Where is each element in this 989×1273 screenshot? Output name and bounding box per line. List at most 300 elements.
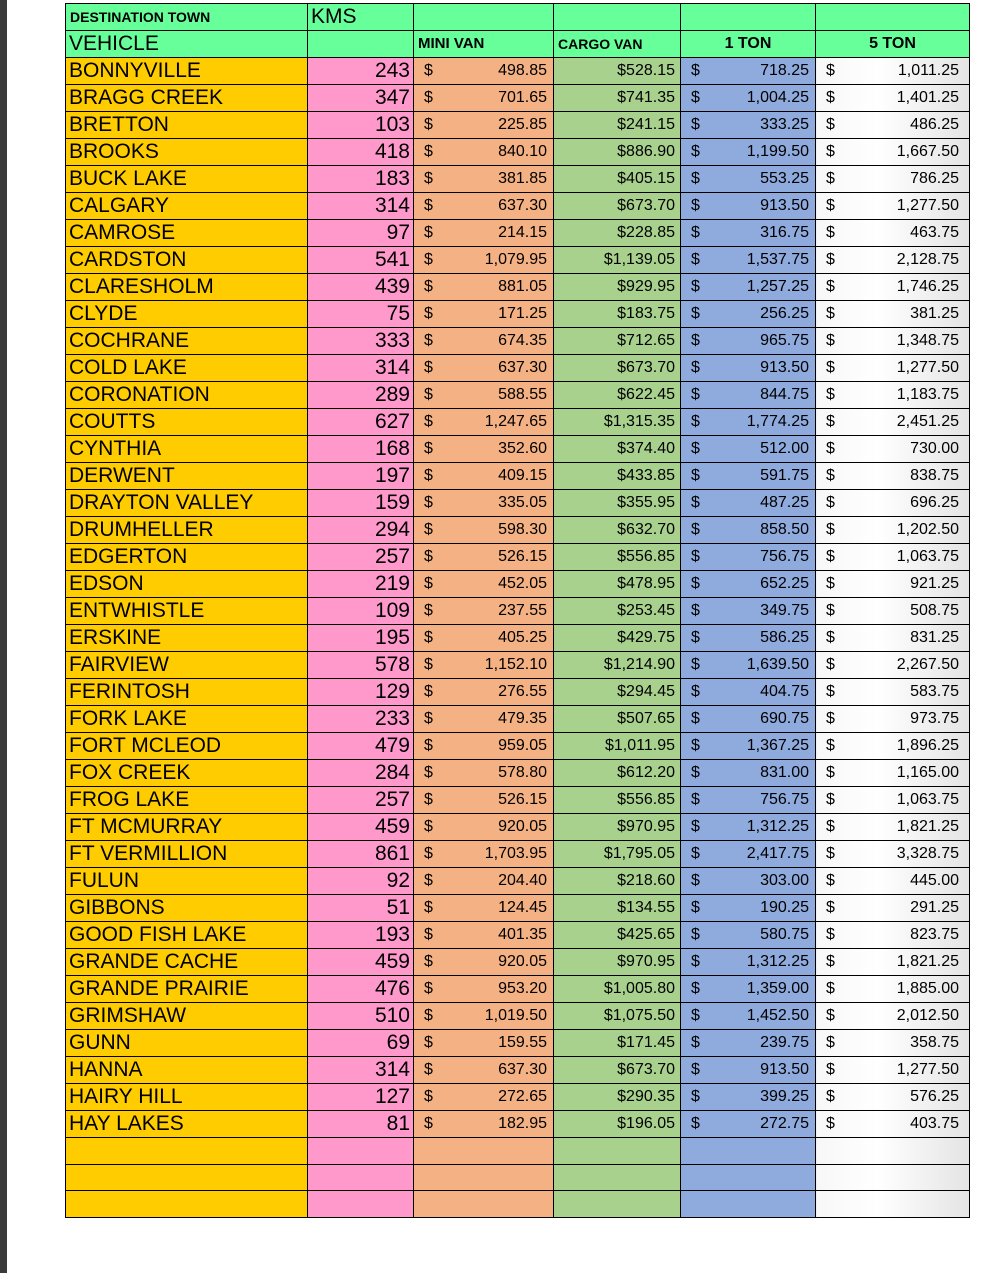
one-ton-cell[interactable]	[681, 652, 816, 679]
kms-cell[interactable]: 418	[308, 139, 414, 166]
cargo-van-cell[interactable]: $886.90	[554, 139, 681, 166]
kms-cell[interactable]: 92	[308, 868, 414, 895]
five-ton-cell[interactable]	[816, 679, 970, 706]
cargo-van-cell[interactable]: $622.45	[554, 382, 681, 409]
cargo-van-cell[interactable]: $632.70	[554, 517, 681, 544]
one-ton-cell[interactable]	[681, 112, 816, 139]
cargo-van-cell[interactable]: $1,005.80	[554, 976, 681, 1003]
town-cell[interactable]: CARDSTON	[66, 247, 308, 274]
five-ton-cell[interactable]	[816, 1003, 970, 1030]
town-cell[interactable]: FORT MCLEOD	[66, 733, 308, 760]
cargo-van-cell[interactable]: $507.65	[554, 706, 681, 733]
five-ton-cell[interactable]	[816, 652, 970, 679]
one-ton-cell[interactable]	[681, 868, 816, 895]
mini-van-cell[interactable]	[414, 58, 554, 85]
empty-cell[interactable]	[414, 1191, 554, 1218]
town-cell[interactable]: BRETTON	[66, 112, 308, 139]
town-cell[interactable]: GRANDE CACHE	[66, 949, 308, 976]
five-ton-header[interactable]: 5 TON	[816, 31, 970, 58]
one-ton-cell[interactable]	[681, 517, 816, 544]
one-ton-cell[interactable]	[681, 193, 816, 220]
kms-cell[interactable]: 159	[308, 490, 414, 517]
five-ton-cell[interactable]	[816, 949, 970, 976]
cargo-van-header[interactable]: CARGO VAN	[554, 31, 681, 58]
table-row	[66, 787, 970, 814]
cargo-van-cell[interactable]: $228.85	[554, 220, 681, 247]
kms-cell[interactable]: 257	[308, 787, 414, 814]
one-ton-cell[interactable]	[681, 922, 816, 949]
currency-symbol: $	[826, 1034, 835, 1051]
mini-van-cell[interactable]	[414, 220, 554, 247]
kms-cell[interactable]: 195	[308, 625, 414, 652]
mini-van-cell[interactable]	[414, 166, 554, 193]
five-ton-cell-content	[816, 274, 969, 300]
mini-van-cell[interactable]	[414, 463, 554, 490]
mini-van-cell[interactable]	[414, 85, 554, 112]
one-ton-cell-content	[681, 58, 815, 84]
town-cell[interactable]: DRUMHELLER	[66, 517, 308, 544]
mini-van-cell[interactable]	[414, 706, 554, 733]
mini-van-cell[interactable]	[414, 625, 554, 652]
one-ton-cell[interactable]	[681, 85, 816, 112]
five-ton-cell[interactable]	[816, 544, 970, 571]
town-cell[interactable]: CYNTHIA	[66, 436, 308, 463]
cargo-van-cell[interactable]: $673.70	[554, 355, 681, 382]
kms-cell[interactable]: 294	[308, 517, 414, 544]
five-ton-cell[interactable]	[816, 247, 970, 274]
kms-cell[interactable]: 168	[308, 436, 414, 463]
empty-cell[interactable]	[554, 1138, 681, 1165]
five-ton-cell[interactable]	[816, 625, 970, 652]
one-ton-cell[interactable]	[681, 139, 816, 166]
mini-van-cell[interactable]	[414, 571, 554, 598]
mini-van-cell[interactable]	[414, 760, 554, 787]
kms-cell[interactable]: 314	[308, 355, 414, 382]
mini-van-cell[interactable]	[414, 814, 554, 841]
kms-cell[interactable]: 510	[308, 1003, 414, 1030]
one-ton-cell[interactable]	[681, 382, 816, 409]
one-ton-cell[interactable]	[681, 490, 816, 517]
mini-van-cell[interactable]	[414, 112, 554, 139]
kms-cell[interactable]: 103	[308, 112, 414, 139]
mini-van-cell[interactable]	[414, 1057, 554, 1084]
five-ton-cell[interactable]	[816, 517, 970, 544]
empty-cell[interactable]	[681, 1164, 816, 1191]
one-ton-cell-value: 404.75	[760, 683, 809, 700]
one-ton-cell[interactable]	[681, 814, 816, 841]
one-ton-cell[interactable]	[681, 220, 816, 247]
kms-cell[interactable]: 627	[308, 409, 414, 436]
cargo-van-cell[interactable]: $405.15	[554, 166, 681, 193]
five-ton-cell[interactable]	[816, 841, 970, 868]
empty-cell[interactable]	[681, 1138, 816, 1165]
mini-van-cell[interactable]	[414, 409, 554, 436]
town-cell[interactable]: ERSKINE	[66, 625, 308, 652]
kms-cell[interactable]: 861	[308, 841, 414, 868]
five-ton-cell-value: 1,165.00	[896, 764, 959, 781]
mini-van-cell[interactable]	[414, 382, 554, 409]
mini-van-cell[interactable]	[414, 652, 554, 679]
cargo-van-cell[interactable]: $134.55	[554, 895, 681, 922]
five-ton-cell-value: 1,401.25	[896, 89, 959, 106]
one-ton-cell[interactable]	[681, 625, 816, 652]
cargo-van-cell[interactable]: $425.65	[554, 922, 681, 949]
five-ton-cell[interactable]	[816, 868, 970, 895]
cargo-van-cell[interactable]: $1,795.05	[554, 841, 681, 868]
header-cell-blank[interactable]	[816, 4, 970, 31]
five-ton-cell[interactable]	[816, 760, 970, 787]
mini-van-cell[interactable]	[414, 679, 554, 706]
mini-van-cell[interactable]	[414, 598, 554, 625]
five-ton-cell[interactable]	[816, 355, 970, 382]
mini-van-cell[interactable]	[414, 1111, 554, 1138]
mini-van-cell[interactable]	[414, 301, 554, 328]
five-ton-cell[interactable]	[816, 814, 970, 841]
rate-table	[65, 3, 970, 1218]
kms-cell[interactable]: 81	[308, 1111, 414, 1138]
town-cell[interactable]: GRIMSHAW	[66, 1003, 308, 1030]
kms-cell[interactable]: 459	[308, 814, 414, 841]
town-cell[interactable]: BONNYVILLE	[66, 58, 308, 85]
kms-cell[interactable]: 75	[308, 301, 414, 328]
kms-cell[interactable]: 233	[308, 706, 414, 733]
empty-cell[interactable]	[66, 1138, 308, 1165]
kms-cell[interactable]: 541	[308, 247, 414, 274]
one-ton-cell[interactable]	[681, 679, 816, 706]
kms-cell[interactable]: 183	[308, 166, 414, 193]
five-ton-cell[interactable]	[816, 463, 970, 490]
empty-cell[interactable]	[66, 1191, 308, 1218]
cargo-van-cell[interactable]: $1,011.95	[554, 733, 681, 760]
town-cell[interactable]: HANNA	[66, 1057, 308, 1084]
one-ton-cell[interactable]	[681, 328, 816, 355]
five-ton-cell[interactable]	[816, 787, 970, 814]
mini-van-cell[interactable]	[414, 436, 554, 463]
mini-van-cell[interactable]	[414, 247, 554, 274]
header-cell-blank[interactable]	[308, 31, 414, 58]
cargo-van-cell[interactable]: $171.45	[554, 1030, 681, 1057]
empty-cell[interactable]	[816, 1138, 970, 1165]
five-ton-cell[interactable]	[816, 895, 970, 922]
cargo-van-cell[interactable]: $294.45	[554, 679, 681, 706]
one-ton-cell[interactable]	[681, 841, 816, 868]
town-cell[interactable]: HAY LAKES	[66, 1111, 308, 1138]
five-ton-cell[interactable]	[816, 733, 970, 760]
five-ton-cell[interactable]	[816, 409, 970, 436]
mini-van-cell[interactable]	[414, 544, 554, 571]
kms-cell[interactable]: 193	[308, 922, 414, 949]
one-ton-header[interactable]: 1 TON	[681, 31, 816, 58]
empty-cell[interactable]	[414, 1164, 554, 1191]
town-cell[interactable]: FORK LAKE	[66, 706, 308, 733]
town-cell[interactable]: CAMROSE	[66, 220, 308, 247]
five-ton-cell[interactable]	[816, 193, 970, 220]
five-ton-cell[interactable]	[816, 1057, 970, 1084]
town-cell[interactable]: BRAGG CREEK	[66, 85, 308, 112]
table-row	[66, 760, 970, 787]
kms-cell[interactable]: 459	[308, 949, 414, 976]
cargo-van-cell[interactable]: $433.85	[554, 463, 681, 490]
town-cell[interactable]: COLD LAKE	[66, 355, 308, 382]
currency-symbol: $	[826, 1061, 835, 1078]
five-ton-cell[interactable]	[816, 139, 970, 166]
mini-van-cell[interactable]	[414, 193, 554, 220]
one-ton-cell[interactable]	[681, 544, 816, 571]
kms-cell[interactable]: 314	[308, 193, 414, 220]
five-ton-cell[interactable]	[816, 301, 970, 328]
kms-cell[interactable]: 257	[308, 544, 414, 571]
kms-cell[interactable]: 439	[308, 274, 414, 301]
one-ton-cell[interactable]	[681, 949, 816, 976]
town-cell[interactable]: EDSON	[66, 571, 308, 598]
cargo-van-cell[interactable]: $612.20	[554, 760, 681, 787]
mini-van-cell[interactable]	[414, 868, 554, 895]
one-ton-cell[interactable]	[681, 274, 816, 301]
five-ton-cell[interactable]	[816, 598, 970, 625]
one-ton-cell[interactable]	[681, 760, 816, 787]
five-ton-cell[interactable]	[816, 328, 970, 355]
five-ton-cell[interactable]	[816, 112, 970, 139]
cargo-van-cell[interactable]: $673.70	[554, 1057, 681, 1084]
five-ton-cell[interactable]	[816, 436, 970, 463]
currency-symbol: $	[826, 278, 835, 295]
one-ton-cell[interactable]	[681, 1030, 816, 1057]
town-cell[interactable]: FROG LAKE	[66, 787, 308, 814]
mini-van-cell[interactable]	[414, 976, 554, 1003]
kms-cell[interactable]: 347	[308, 85, 414, 112]
cargo-van-cell[interactable]: $478.95	[554, 571, 681, 598]
cargo-van-cell[interactable]: $241.15	[554, 112, 681, 139]
mini-van-cell-content	[414, 787, 553, 813]
town-cell[interactable]: CALGARY	[66, 193, 308, 220]
mini-van-cell[interactable]	[414, 490, 554, 517]
one-ton-cell[interactable]	[681, 706, 816, 733]
five-ton-cell[interactable]	[816, 1111, 970, 1138]
kms-cell[interactable]: 284	[308, 760, 414, 787]
cargo-van-cell[interactable]: $741.35	[554, 85, 681, 112]
five-ton-cell[interactable]	[816, 1030, 970, 1057]
town-cell[interactable]: CLARESHOLM	[66, 274, 308, 301]
town-cell[interactable]: FT MCMURRAY	[66, 814, 308, 841]
cargo-van-cell[interactable]: $1,214.90	[554, 652, 681, 679]
mini-van-cell[interactable]	[414, 1003, 554, 1030]
five-ton-cell[interactable]	[816, 976, 970, 1003]
empty-cell[interactable]	[308, 1138, 414, 1165]
currency-symbol: $	[691, 467, 700, 484]
kms-header[interactable]: KMS	[308, 4, 414, 31]
town-cell[interactable]: FT VERMILLION	[66, 841, 308, 868]
town-cell[interactable]: GRANDE PRAIRIE	[66, 976, 308, 1003]
one-ton-cell-content	[681, 1057, 815, 1083]
five-ton-cell[interactable]	[816, 220, 970, 247]
mini-van-cell[interactable]	[414, 1030, 554, 1057]
currency-symbol: $	[424, 305, 433, 322]
cargo-van-cell[interactable]: $528.15	[554, 58, 681, 85]
five-ton-cell[interactable]	[816, 58, 970, 85]
town-cell[interactable]: COUTTS	[66, 409, 308, 436]
currency-symbol: $	[826, 224, 835, 241]
cargo-van-cell[interactable]: $929.95	[554, 274, 681, 301]
kms-cell[interactable]: 578	[308, 652, 414, 679]
header-cell-blank[interactable]	[414, 4, 554, 31]
cargo-van-cell[interactable]: $1,075.50	[554, 1003, 681, 1030]
empty-cell[interactable]	[308, 1191, 414, 1218]
mini-van-cell[interactable]	[414, 328, 554, 355]
town-cell[interactable]: FOX CREEK	[66, 760, 308, 787]
one-ton-cell[interactable]	[681, 787, 816, 814]
five-ton-cell-content	[816, 166, 969, 192]
mini-van-cell[interactable]	[414, 895, 554, 922]
cargo-van-cell[interactable]: $970.95	[554, 949, 681, 976]
one-ton-cell-content	[681, 166, 815, 192]
one-ton-cell[interactable]	[681, 895, 816, 922]
town-cell[interactable]: EDGERTON	[66, 544, 308, 571]
five-ton-cell[interactable]	[816, 274, 970, 301]
cargo-van-cell[interactable]: $253.45	[554, 598, 681, 625]
kms-cell[interactable]: 109	[308, 598, 414, 625]
kms-cell[interactable]: 289	[308, 382, 414, 409]
five-ton-cell[interactable]	[816, 382, 970, 409]
mini-van-cell[interactable]	[414, 733, 554, 760]
mini-van-cell[interactable]	[414, 1084, 554, 1111]
town-cell[interactable]: CORONATION	[66, 382, 308, 409]
cargo-van-cell[interactable]: $1,139.05	[554, 247, 681, 274]
kms-cell[interactable]: 97	[308, 220, 414, 247]
mini-van-cell-value: 578.80	[498, 764, 547, 781]
empty-row	[66, 1138, 970, 1165]
destination-town-header[interactable]: DESTINATION TOWN	[66, 4, 308, 31]
kms-cell[interactable]: 479	[308, 733, 414, 760]
five-ton-cell[interactable]	[816, 1084, 970, 1111]
five-ton-cell-content	[816, 193, 969, 219]
five-ton-cell[interactable]	[816, 922, 970, 949]
one-ton-cell[interactable]	[681, 1057, 816, 1084]
cargo-van-cell[interactable]: $374.40	[554, 436, 681, 463]
one-ton-cell[interactable]	[681, 976, 816, 1003]
one-ton-cell[interactable]	[681, 1111, 816, 1138]
one-ton-cell[interactable]	[681, 1084, 816, 1111]
town-cell[interactable]: FERINTOSH	[66, 679, 308, 706]
mini-van-cell[interactable]	[414, 139, 554, 166]
one-ton-cell[interactable]	[681, 247, 816, 274]
kms-cell[interactable]: 333	[308, 328, 414, 355]
one-ton-cell[interactable]	[681, 1003, 816, 1030]
mini-van-cell[interactable]	[414, 787, 554, 814]
empty-cell[interactable]	[554, 1164, 681, 1191]
town-cell[interactable]: HAIRY HILL	[66, 1084, 308, 1111]
mini-van-cell[interactable]	[414, 274, 554, 301]
mini-van-cell[interactable]	[414, 922, 554, 949]
empty-cell[interactable]	[816, 1191, 970, 1218]
town-cell[interactable]: DRAYTON VALLEY	[66, 490, 308, 517]
kms-cell[interactable]: 476	[308, 976, 414, 1003]
currency-symbol: $	[826, 494, 835, 511]
five-ton-cell[interactable]	[816, 706, 970, 733]
five-ton-cell[interactable]	[816, 490, 970, 517]
one-ton-cell[interactable]	[681, 58, 816, 85]
town-cell[interactable]: GUNN	[66, 1030, 308, 1057]
kms-cell[interactable]: 129	[308, 679, 414, 706]
town-cell[interactable]: DERWENT	[66, 463, 308, 490]
mini-van-cell[interactable]	[414, 355, 554, 382]
vehicle-header[interactable]: VEHICLE	[66, 31, 308, 58]
table-row	[66, 733, 970, 760]
cargo-van-cell[interactable]: $1,315.35	[554, 409, 681, 436]
one-ton-cell-value: 913.50	[760, 1061, 809, 1078]
kms-cell[interactable]: 197	[308, 463, 414, 490]
town-cell[interactable]: GOOD FISH LAKE	[66, 922, 308, 949]
one-ton-cell[interactable]	[681, 166, 816, 193]
one-ton-cell-value: 316.75	[760, 224, 809, 241]
one-ton-cell[interactable]	[681, 409, 816, 436]
one-ton-cell[interactable]	[681, 355, 816, 382]
empty-cell[interactable]	[414, 1138, 554, 1165]
header-cell-blank[interactable]	[554, 4, 681, 31]
kms-cell[interactable]: 314	[308, 1057, 414, 1084]
one-ton-cell-content	[681, 1030, 815, 1056]
empty-cell[interactable]	[66, 1164, 308, 1191]
empty-cell[interactable]	[308, 1164, 414, 1191]
kms-cell[interactable]: 219	[308, 571, 414, 598]
header-cell-blank[interactable]	[681, 4, 816, 31]
cargo-van-cell[interactable]: $290.35	[554, 1084, 681, 1111]
cargo-van-cell[interactable]: $196.05	[554, 1111, 681, 1138]
empty-cell[interactable]	[816, 1164, 970, 1191]
cargo-van-cell[interactable]: $183.75	[554, 301, 681, 328]
five-ton-cell-value: 921.25	[910, 575, 959, 592]
one-ton-cell[interactable]	[681, 463, 816, 490]
town-cell[interactable]: BUCK LAKE	[66, 166, 308, 193]
one-ton-cell[interactable]	[681, 598, 816, 625]
town-cell[interactable]: ENTWHISTLE	[66, 598, 308, 625]
one-ton-cell[interactable]	[681, 301, 816, 328]
town-cell[interactable]: CLYDE	[66, 301, 308, 328]
one-ton-cell[interactable]	[681, 571, 816, 598]
cargo-van-cell[interactable]: $355.95	[554, 490, 681, 517]
mini-van-cell[interactable]	[414, 949, 554, 976]
five-ton-cell[interactable]	[816, 166, 970, 193]
kms-cell[interactable]: 127	[308, 1084, 414, 1111]
one-ton-cell-value: 1,367.25	[746, 737, 809, 754]
mini-van-cell[interactable]	[414, 841, 554, 868]
empty-cell[interactable]	[554, 1191, 681, 1218]
empty-cell[interactable]	[681, 1191, 816, 1218]
kms-cell[interactable]: 243	[308, 58, 414, 85]
cargo-van-cell[interactable]: $218.60	[554, 868, 681, 895]
one-ton-cell[interactable]	[681, 436, 816, 463]
kms-cell[interactable]: 51	[308, 895, 414, 922]
one-ton-cell[interactable]	[681, 733, 816, 760]
kms-cell[interactable]: 69	[308, 1030, 414, 1057]
currency-symbol: $	[826, 683, 835, 700]
town-cell[interactable]: FAIRVIEW	[66, 652, 308, 679]
town-cell[interactable]: BROOKS	[66, 139, 308, 166]
mini-van-cell[interactable]	[414, 517, 554, 544]
currency-symbol: $	[424, 656, 433, 673]
town-cell[interactable]: COCHRANE	[66, 328, 308, 355]
five-ton-cell[interactable]	[816, 571, 970, 598]
town-cell[interactable]: GIBBONS	[66, 895, 308, 922]
mini-van-header[interactable]: MINI VAN	[414, 31, 554, 58]
cargo-van-cell[interactable]: $970.95	[554, 814, 681, 841]
cargo-van-cell[interactable]: $556.85	[554, 544, 681, 571]
cargo-van-cell[interactable]: $429.75	[554, 625, 681, 652]
cargo-van-cell[interactable]: $673.70	[554, 193, 681, 220]
cargo-van-cell[interactable]: $556.85	[554, 787, 681, 814]
five-ton-cell[interactable]	[816, 85, 970, 112]
town-cell[interactable]: FULUN	[66, 868, 308, 895]
cargo-van-cell[interactable]: $712.65	[554, 328, 681, 355]
